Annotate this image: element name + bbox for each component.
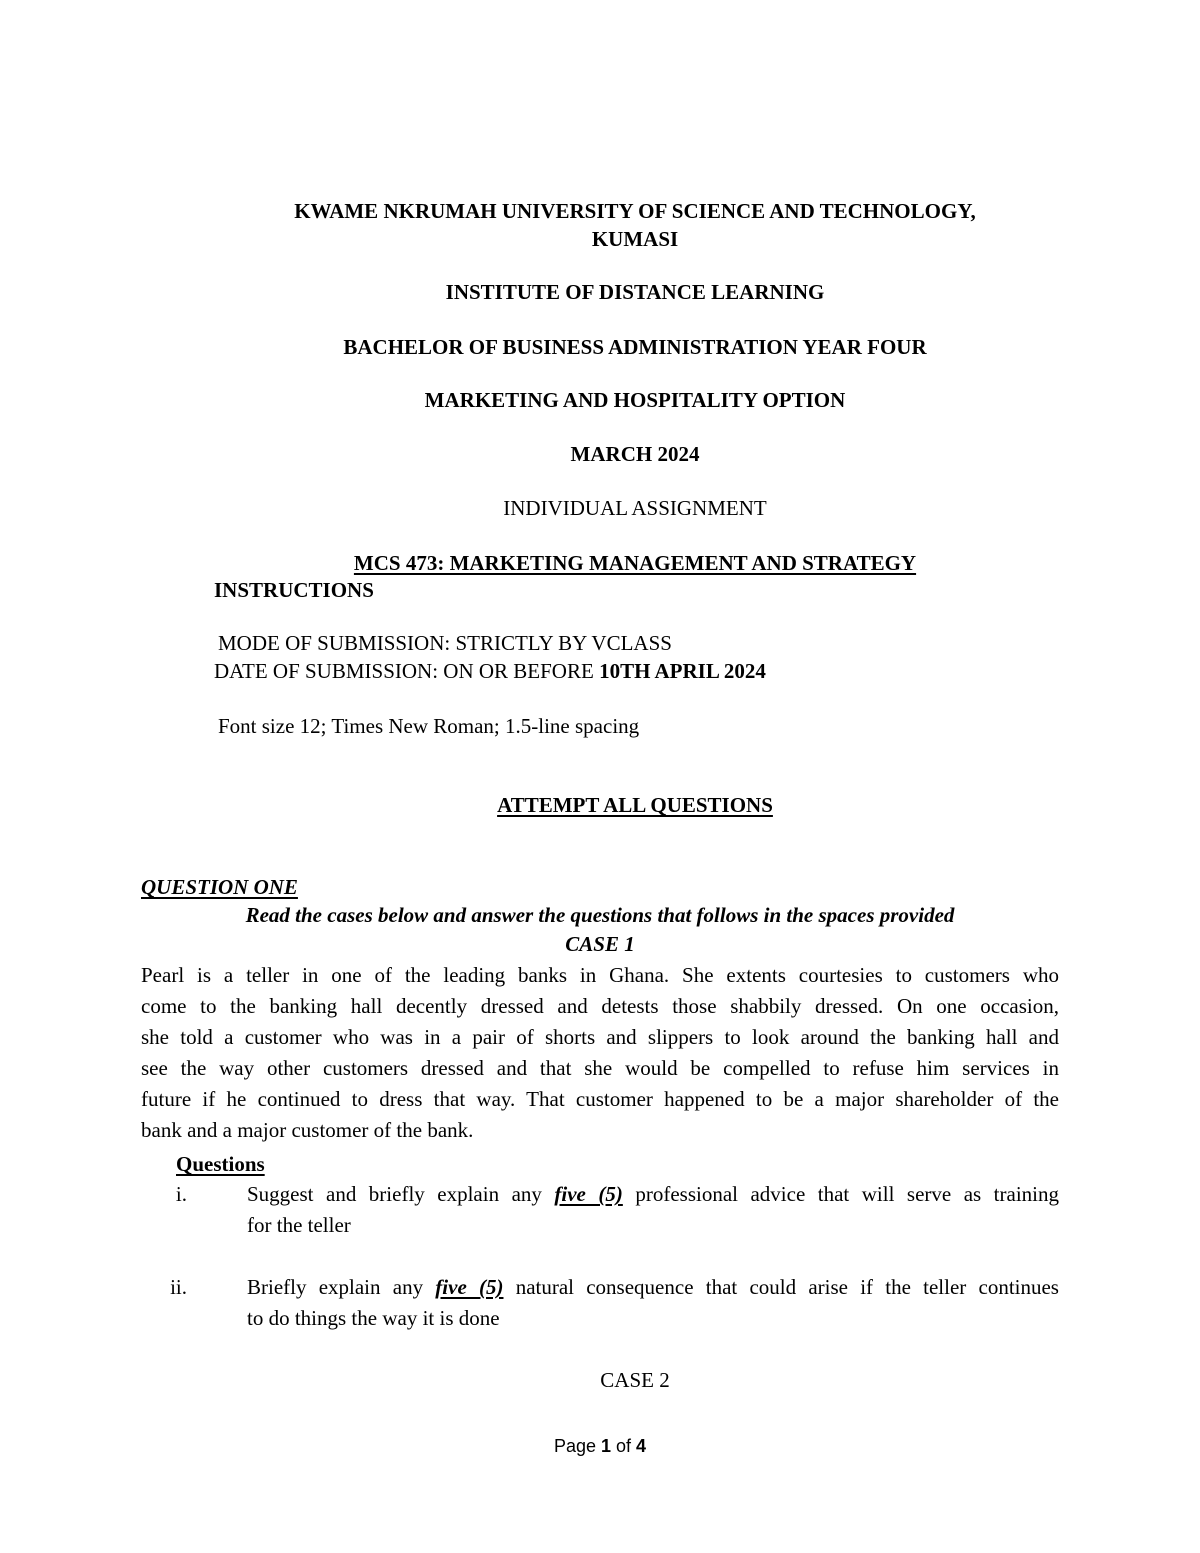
submission-mode: MODE OF SUBMISSION: STRICTLY BY VCLASS — [218, 631, 672, 655]
question-text-line2: for the teller — [247, 1213, 351, 1237]
formatting-instructions: Font size 12; Times New Roman; 1.5-line spacing — [218, 714, 640, 738]
case-1-line: come to the banking hall decently dressed and detests those shabbily dressed. On one occasion, — [141, 994, 1059, 1018]
questions-heading: Questions — [176, 1152, 265, 1176]
question-text-lead: Suggest and briefly explain any — [247, 1182, 555, 1206]
submission-date-label: DATE OF SUBMISSION: ON OR BEFORE — [214, 659, 600, 683]
programme-name: BACHELOR OF BUSINESS ADMINISTRATION YEAR FOUR — [343, 335, 927, 359]
page-total: 4 — [636, 1436, 647, 1456]
page-of: of — [611, 1436, 637, 1456]
question-number: i. — [175, 1182, 187, 1206]
case-1-line: future if he continued to dress that way. That customer happened to be a major shareholder of the — [141, 1087, 1059, 1111]
case-2-title: CASE 2 — [600, 1368, 670, 1392]
question-item — [0, 1272, 1200, 1334]
question-one-directive: Read the cases below and answer the questions that follows in the spaces provided — [245, 903, 955, 927]
case-1-line: see the way other customers dressed and that she would be compelled to refuse him services in — [141, 1056, 1059, 1080]
question-emphasis: five (5) — [554, 1182, 623, 1206]
assignment-type: INDIVIDUAL ASSIGNMENT — [503, 496, 767, 520]
question-number: ii. — [170, 1275, 187, 1299]
page-label: Page — [553, 1436, 601, 1456]
course-title: MCS 473: MARKETING MANAGEMENT AND STRATEGY — [353, 551, 917, 575]
submission-date — [214, 657, 766, 685]
option-name: MARKETING AND HOSPITALITY OPTION — [424, 388, 846, 412]
university-name-line1: KWAME NKRUMAH UNIVERSITY OF SCIENCE AND TECHNOLOGY, — [294, 199, 976, 223]
page-footer — [0, 1434, 1200, 1458]
question-text-tail: professional advice that will serve as training — [622, 1182, 1059, 1206]
case-1-line: Pearl is a teller in one of the leading banks in Ghana. She extents courtesies to customers who — [141, 963, 1059, 987]
case-1-title: CASE 1 — [565, 932, 635, 956]
question-text-lead: Briefly explain any — [247, 1275, 436, 1299]
attempt-all-heading: ATTEMPT ALL QUESTIONS — [497, 793, 773, 817]
question-item — [0, 1179, 1200, 1241]
question-text — [247, 1179, 1059, 1241]
question-one-heading: QUESTION ONE — [141, 875, 298, 899]
case-1-line: bank and a major customer of the bank. — [141, 1118, 474, 1142]
question-emphasis: five (5) — [435, 1275, 504, 1299]
page-current: 1 — [601, 1436, 612, 1456]
question-text-line1 — [247, 1272, 1059, 1303]
case-1-body — [141, 960, 1059, 1146]
university-name-line2: KUMASI — [591, 227, 679, 251]
instructions-heading: INSTRUCTIONS — [214, 578, 374, 602]
case-1-line: she told a customer who was in a pair of shorts and slippers to look around the banking hall and — [141, 1025, 1059, 1049]
question-text-tail: natural consequence that could arise if the teller continues — [503, 1275, 1059, 1299]
institute-name: INSTITUTE OF DISTANCE LEARNING — [445, 280, 825, 304]
exam-date: MARCH 2024 — [570, 442, 700, 466]
question-text-line1 — [247, 1179, 1059, 1210]
submission-deadline: 10TH APRIL 2024 — [599, 659, 766, 683]
question-text — [247, 1272, 1059, 1334]
question-text-line2: to do things the way it is done — [247, 1306, 500, 1330]
